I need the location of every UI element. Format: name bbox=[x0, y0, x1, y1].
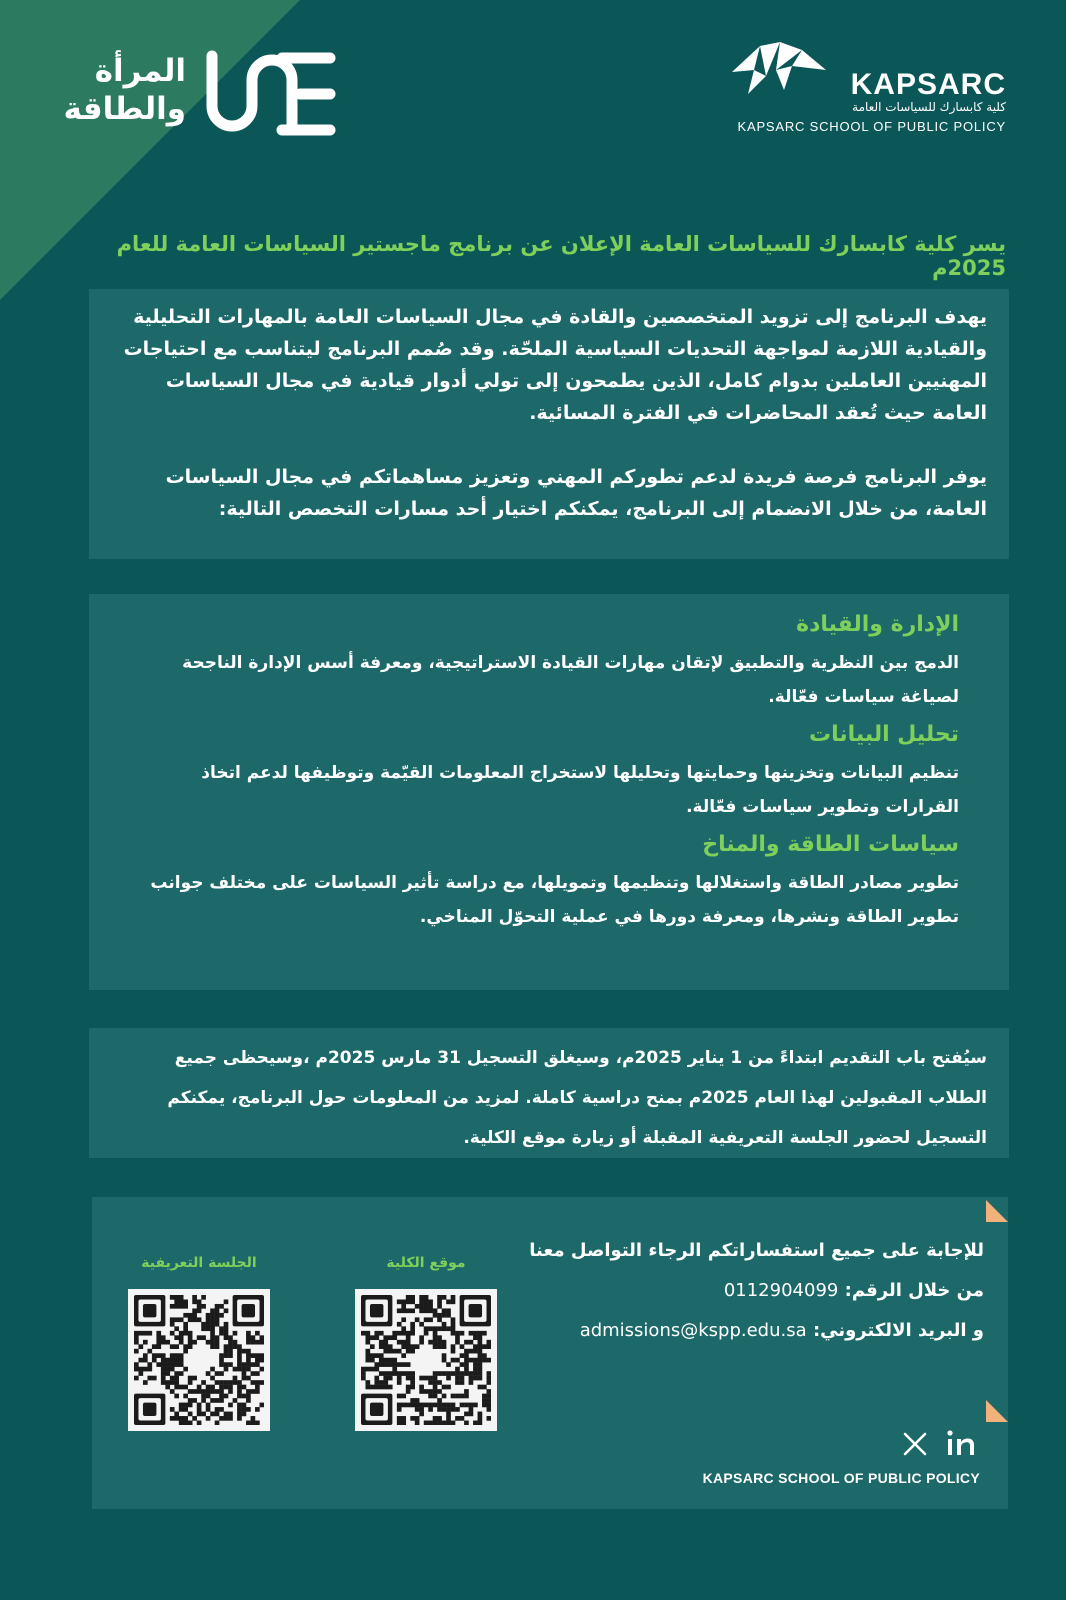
contact-email-line bbox=[524, 1311, 984, 1351]
dates-paragraph: سيُفتح باب التقديم ابتداءً من 1 يناير 2025م، وسيغلق التسجيل 31 مارس 2025م ،وسيحظى جميع الطلاب المقبولين لهذا العام 2025م بمنح دراسية كاملة. لمزيد من المعلومات حول البرنامج، يمكنكم التسجيل لحضور الجلسة التعريفية المقبلة أو زيارة موقع الكلية. bbox=[167, 1048, 987, 1148]
kapsarc-arabic-name: كلية كابسارك للسياسات العامة bbox=[852, 100, 1006, 114]
corner-marker-bottom bbox=[986, 1400, 1008, 1422]
x-icon[interactable] bbox=[902, 1431, 928, 1457]
session-qr-code[interactable] bbox=[128, 1289, 270, 1431]
track-data-analysis bbox=[129, 720, 959, 824]
contact-phone-line bbox=[524, 1271, 984, 1311]
contact-info bbox=[524, 1231, 984, 1351]
website-qr-code[interactable] bbox=[355, 1289, 497, 1431]
intro-paragraph-1: يهدف البرنامج إلى تزويد المتخصصين والقادة في مجال السياسات العامة بالمهارات التحليلية والقيادية اللازمة لمواجهة التحديات السياسية الملحّة. وقد صُمم البرنامج ليتناسب مع احتياجات المهنيين العاملين بدوام كامل، الذين يطمحون إلى تولي أدوار قيادية في مجال السياسات العامة حيث تُعقد المحاضرات في الفترة المسائية. bbox=[123, 306, 987, 424]
linkedin-icon[interactable] bbox=[946, 1429, 978, 1457]
track-title: سياسات الطاقة والمناخ bbox=[702, 832, 959, 857]
kapsarc-mark-icon bbox=[730, 40, 830, 98]
session-qr-block bbox=[128, 1255, 270, 1431]
contact-intro: للإجابة على جميع استفساراتكم الرجاء التواصل معنا bbox=[529, 1240, 984, 1261]
contact-card bbox=[92, 1197, 1008, 1509]
track-title: تحليل البيانات bbox=[808, 722, 959, 747]
session-qr-caption: الجلسة التعريفية bbox=[141, 1255, 257, 1271]
we-logo-line2: والطاقة bbox=[63, 91, 186, 127]
email-address[interactable]: admissions@kspp.edu.sa bbox=[579, 1320, 807, 1341]
intro-paragraph-2: يوفر البرنامج فرصة فريدة لدعم تطوركم المهني وتعزيز مساهماتكم في مجال السياسات العامة، من خلال الانضمام إلى البرنامج، يمكنكم اختيار أحد مسارات التخصص التالية: bbox=[165, 466, 987, 520]
website-qr-caption: موقع الكلية bbox=[386, 1255, 466, 1271]
website-qr-block bbox=[355, 1255, 497, 1431]
track-energy-climate bbox=[129, 830, 959, 934]
page-headline: يسر كلية كابسارك للسياسات العامة الإعلان عن برنامج ماجستير السياسات العامة للعام 2025م bbox=[116, 232, 1006, 280]
intro-card bbox=[89, 289, 1009, 559]
track-management bbox=[129, 610, 959, 714]
we-logo-mark-icon bbox=[200, 50, 340, 136]
kapsarc-wordmark: KAPSARC bbox=[850, 68, 1006, 101]
phone-number[interactable]: 0112904099 bbox=[723, 1280, 839, 1301]
women-energy-logo bbox=[63, 50, 348, 140]
track-description: تنظيم البيانات وتخزينها وحمايتها وتحليلها لاستخراج المعلومات القيّمة وتوظيفها لدعم اتخاذ القرارات وتطوير سياسات فعّالة. bbox=[201, 763, 959, 817]
track-description: الدمج بين النظرية والتطبيق لإتقان مهارات القيادة الاستراتيجية، ومعرفة أسس الإدارة الناجحة لصياغة سياسات فعّالة. bbox=[182, 653, 959, 707]
track-description: تطوير مصادر الطاقة واستغلالها وتنظيمها وتمويلها، مع دراسة تأثير السياسات على مختلف جوانب تطوير الطاقة ونشرها، ومعرفة دورها في عملية التحوّل المناخي. bbox=[150, 873, 959, 927]
kapsarc-logo bbox=[706, 40, 1006, 140]
phone-label: من خلال الرقم: bbox=[844, 1280, 984, 1301]
tracks-card bbox=[89, 594, 1009, 990]
kapsarc-english-name: KAPSARC SCHOOL OF PUBLIC POLICY bbox=[737, 119, 1006, 134]
email-label: و البريد الالكتروني: bbox=[812, 1320, 984, 1341]
track-title: الإدارة والقيادة bbox=[796, 612, 959, 637]
we-logo-line1: المرأة bbox=[94, 53, 186, 89]
qr-code-icon bbox=[361, 1295, 491, 1425]
corner-marker-top bbox=[986, 1200, 1008, 1222]
qr-code-icon bbox=[134, 1295, 264, 1425]
social-links bbox=[902, 1429, 982, 1459]
footer-school-name: KAPSARC SCHOOL OF PUBLIC POLICY bbox=[702, 1470, 980, 1486]
dates-card bbox=[89, 1028, 1009, 1158]
header bbox=[0, 0, 1066, 160]
